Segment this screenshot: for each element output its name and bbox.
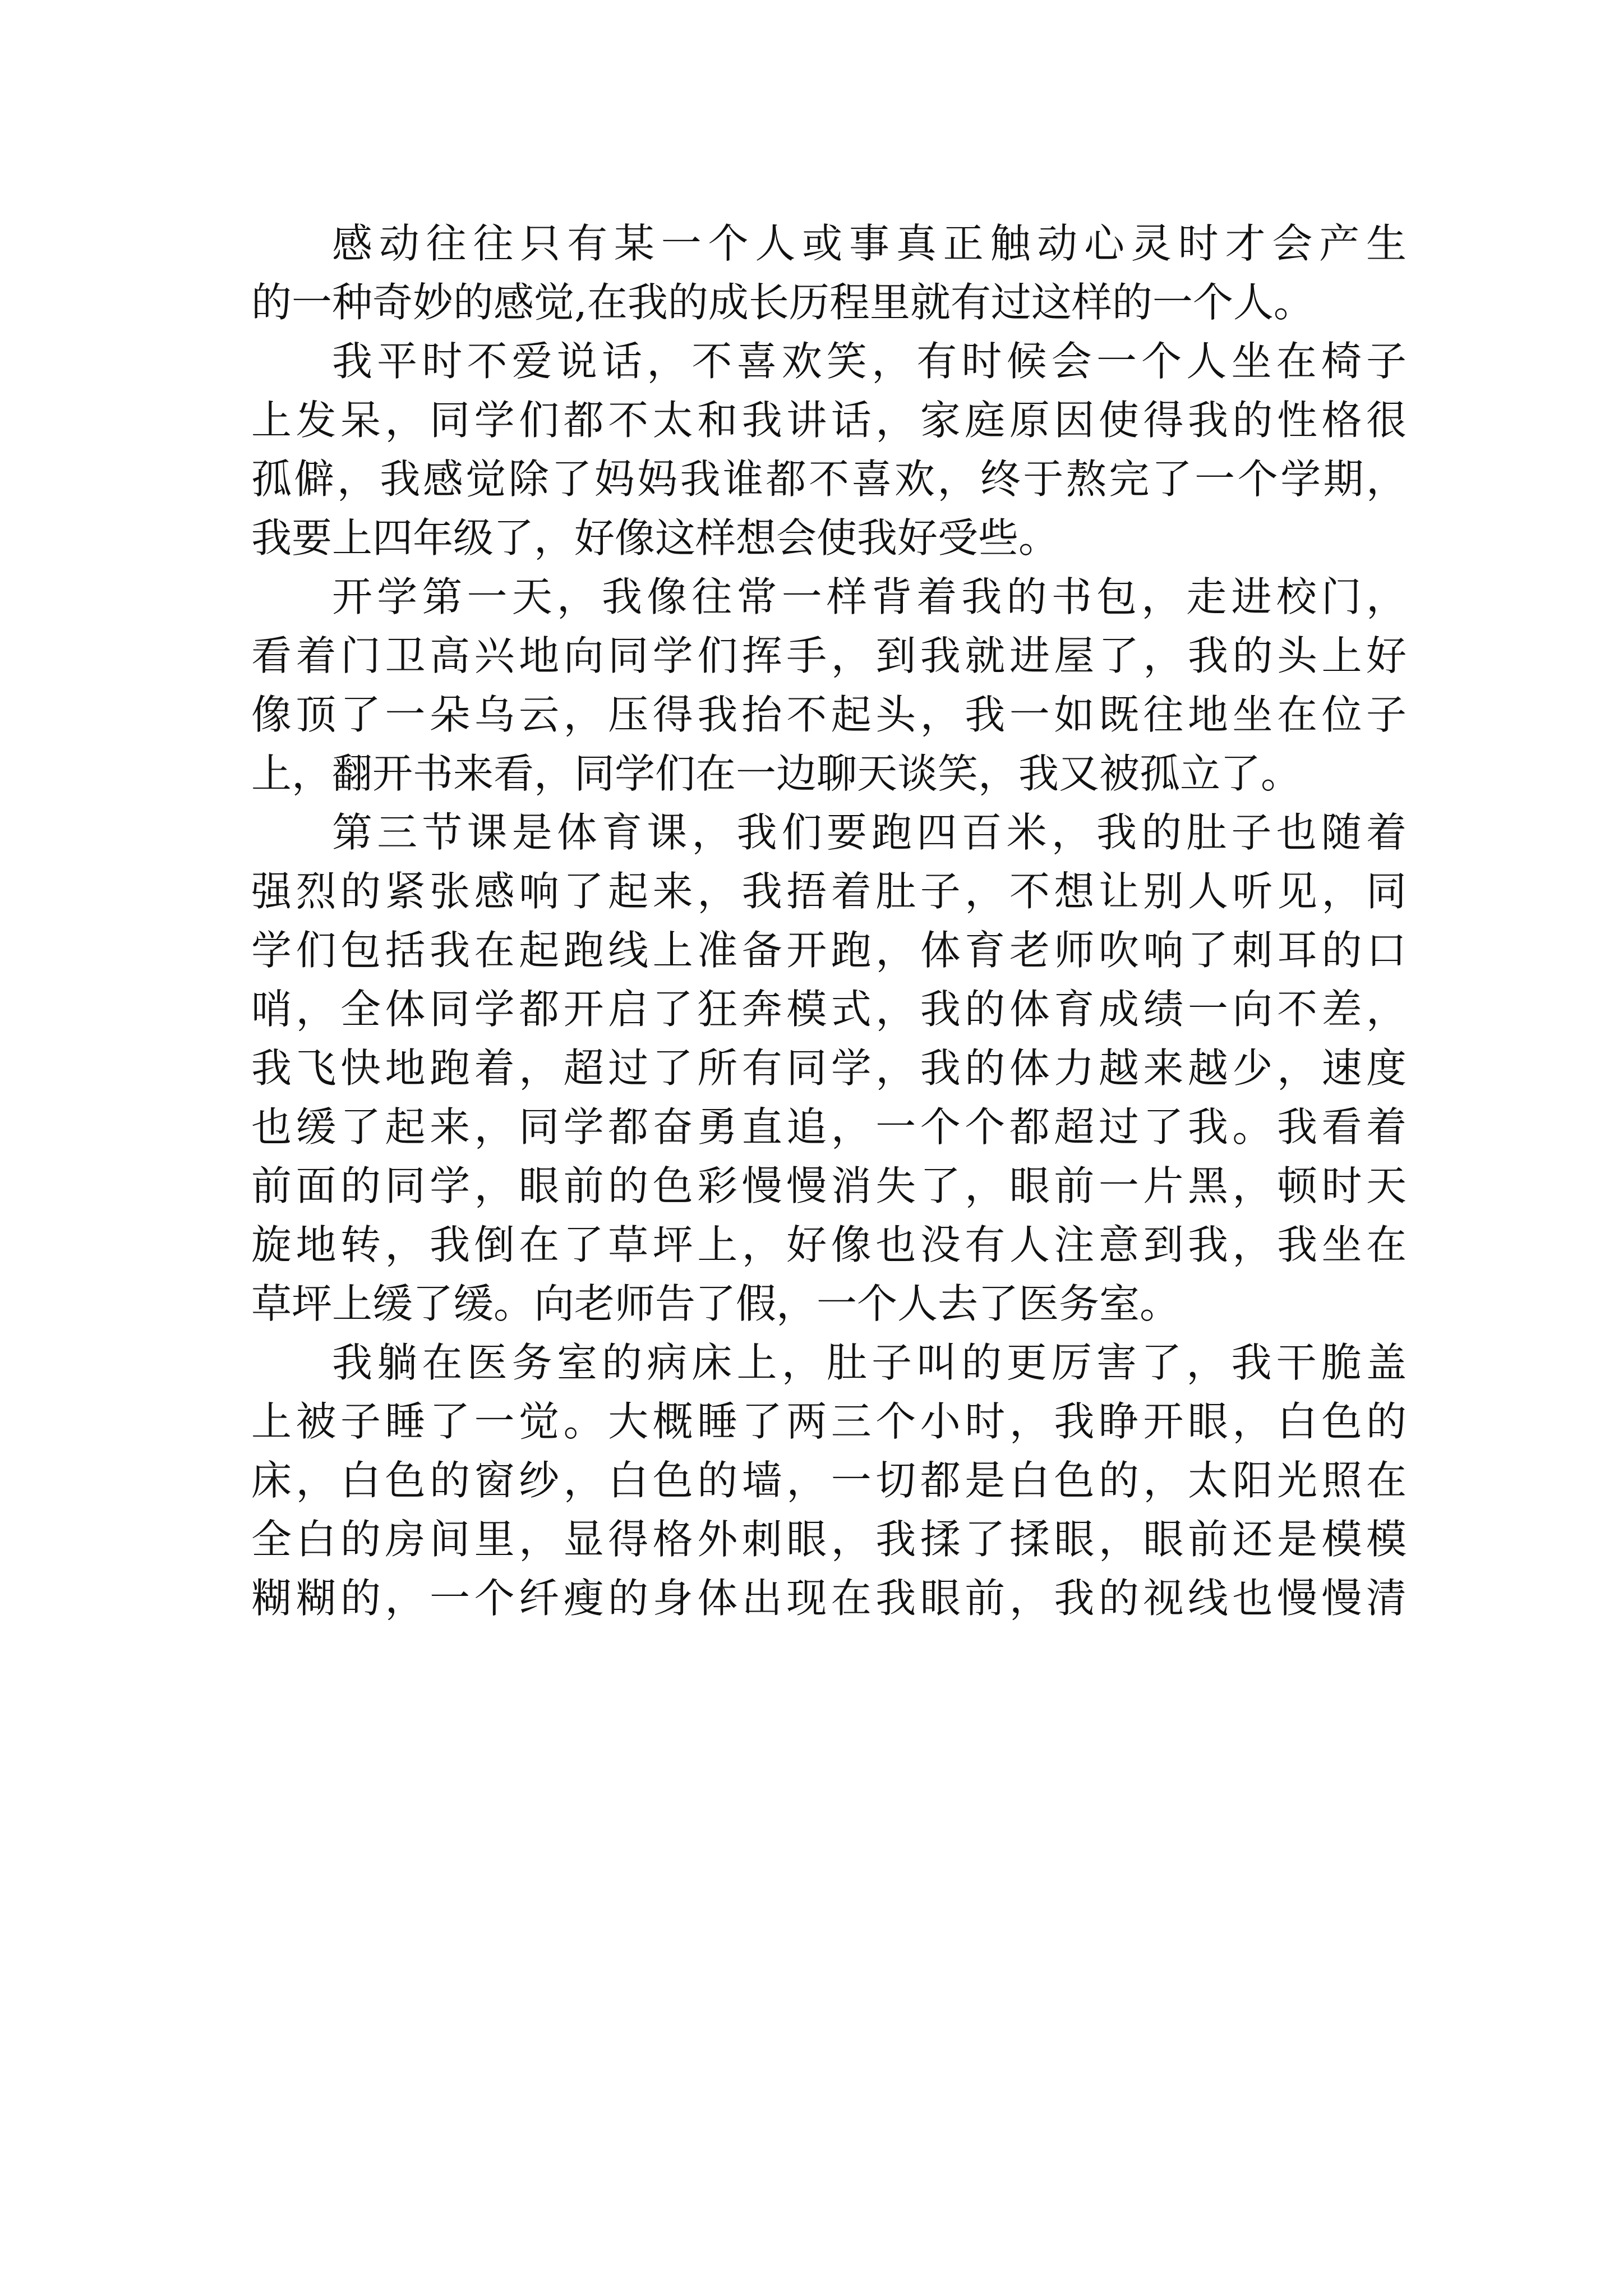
paragraph-line: 我飞快地跑着，超过了所有同学，我的体力越来越少，速度 xyxy=(251,1045,1407,1092)
essay-body xyxy=(251,214,1407,1628)
paragraph-line: 草坪上缓了缓。向老师告了假，一个人去了医务室。 xyxy=(251,1280,1181,1327)
paragraph-line: 我要上四年级了，好像这样想会使我好受些。 xyxy=(251,514,1059,562)
paragraph-line: 哨，全体同学都开启了狂奔模式，我的体育成绩一向不差， xyxy=(251,986,1407,1033)
paragraph-line: 学们包括我在起跑线上准备开跑，体育老师吹响了刺耳的口 xyxy=(251,927,1407,974)
paragraph-line: 像顶了一朵乌云，压得我抬不起头，我一如既往地坐在位子 xyxy=(251,691,1407,738)
paragraph-first-line: 开学第一天，我像往常一样背着我的书包，走进校门， xyxy=(332,573,1407,620)
paragraph-line: 全白的房间里，显得格外刺眼，我揉了揉眼，眼前还是模模 xyxy=(251,1516,1407,1563)
paragraph-first-line: 我躺在医务室的病床上，肚子叫的更厉害了，我干脆盖 xyxy=(332,1339,1407,1386)
paragraph-line: 强烈的紧张感响了起来，我捂着肚子，不想让别人听见，同 xyxy=(251,868,1407,915)
paragraph-first-line: 第三节课是体育课，我们要跑四百米，我的肚子也随着 xyxy=(332,809,1407,856)
paragraph-line: 床，白色的窗纱，白色的墙，一切都是白色的，太阳光照在 xyxy=(251,1457,1407,1504)
paragraph-line: 上，翻开书来看，同学们在一边聊天谈笑，我又被孤立了。 xyxy=(251,750,1302,797)
paragraph-first-line: 感动往往只有某一个人或事真正触动心灵时才会产生 xyxy=(332,220,1407,267)
paragraph-line: 也缓了起来，同学都奋勇直追，一个个都超过了我。我看着 xyxy=(251,1103,1407,1151)
paragraph-line: 旋地转，我倒在了草坪上，好像也没有人注意到我，我坐在 xyxy=(251,1221,1407,1268)
paragraph-line: 上被子睡了一觉。大概睡了两三个小时，我睁开眼，白色的 xyxy=(251,1398,1407,1445)
paragraph-line: 上发呆，同学们都不太和我讲话，家庭原因使得我的性格很 xyxy=(251,397,1407,444)
paragraph-first-line: 我平时不爱说话，不喜欢笑，有时候会一个人坐在椅子 xyxy=(332,338,1407,385)
paragraph-line: 看着门卫高兴地向同学们挥手，到我就进屋了，我的头上好 xyxy=(251,632,1407,679)
paragraph-line: 前面的同学，眼前的色彩慢慢消失了，眼前一片黑，顿时天 xyxy=(251,1162,1407,1209)
paragraph-line: 的一种奇妙的感觉,在我的成长历程里就有过这样的一个人。 xyxy=(251,279,1314,326)
paragraph-line: 糊糊的，一个纤瘦的身体出现在我眼前，我的视线也慢慢清 xyxy=(251,1575,1407,1622)
paragraph-line: 孤僻，我感觉除了妈妈我谁都不喜欢，终于熬完了一个学期， xyxy=(251,455,1407,503)
